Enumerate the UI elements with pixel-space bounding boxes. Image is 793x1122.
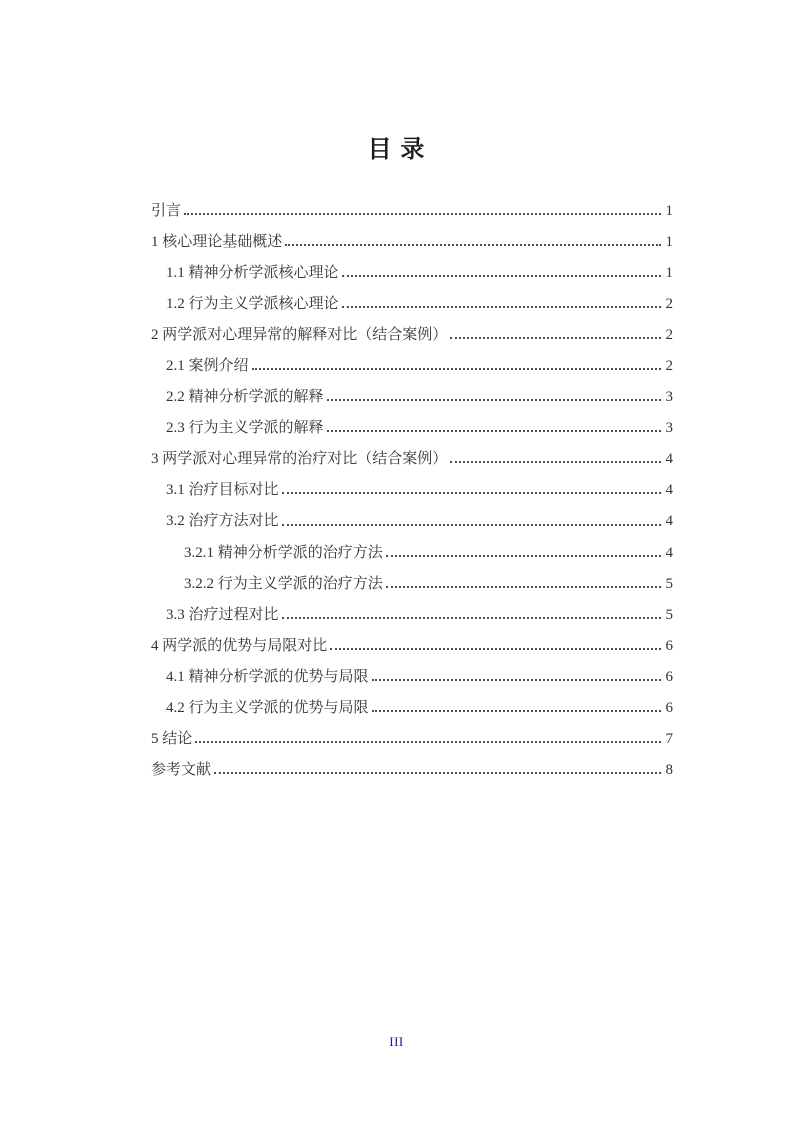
toc-dot-leader (282, 524, 661, 526)
toc-title: 目 录 (367, 136, 426, 163)
toc-entry-label: 2.1 案例介绍 (166, 358, 249, 375)
toc-entry-page-number: 2 (665, 327, 673, 344)
toc-dot-leader (184, 213, 660, 215)
toc-entry[interactable] (151, 320, 673, 351)
toc-entry-page-number: 4 (665, 513, 673, 530)
toc-dot-leader (282, 617, 661, 619)
toc-dot-leader (372, 679, 661, 681)
toc-dot-leader (285, 244, 660, 246)
toc-dot-leader (450, 337, 660, 339)
toc-entry[interactable] (151, 662, 673, 693)
toc-entry-page-number: 4 (665, 482, 673, 499)
toc-entry[interactable] (151, 569, 673, 600)
toc-entry-label: 2 两学派对心理异常的解释对比（结合案例） (151, 327, 448, 344)
toc-dot-leader (450, 461, 660, 463)
toc-entry-page-number: 6 (665, 637, 673, 654)
toc-dot-leader (282, 492, 661, 494)
toc-dot-leader (330, 648, 660, 650)
toc-entry-page-number: 1 (665, 203, 673, 219)
toc-dot-leader (342, 275, 661, 277)
toc-entry-label: 4.1 精神分析学派的优势与局限 (166, 668, 369, 685)
toc-entry[interactable] (151, 382, 673, 413)
toc-entry-label: 2.2 精神分析学派的解释 (166, 389, 324, 406)
toc-entry-label: 3.2.1 精神分析学派的治疗方法 (184, 544, 383, 561)
toc-entry-label: 参考文献 (151, 761, 212, 778)
toc-entry-label: 1.1 精神分析学派核心理论 (166, 265, 339, 282)
toc-entry-page-number: 3 (665, 389, 673, 406)
toc-entry[interactable] (151, 258, 673, 289)
toc-dot-leader (372, 710, 661, 712)
toc-dot-leader (342, 306, 661, 308)
toc-entry-page-number: 6 (665, 699, 673, 716)
toc-entry-page-number: 2 (665, 296, 673, 313)
toc-entry-page-number: 6 (665, 668, 673, 685)
toc-entry-label: 5 结论 (151, 730, 193, 747)
toc-entry-page-number: 4 (665, 544, 673, 561)
footer-page-number: III (389, 1034, 404, 1049)
toc-dot-leader (214, 772, 660, 774)
toc-entry-label: 4 两学派的优势与局限对比 (151, 637, 328, 654)
toc-entry[interactable] (151, 289, 673, 320)
toc-entry[interactable] (151, 755, 673, 786)
toc-entry-label: 3 两学派对心理异常的治疗对比（结合案例） (151, 451, 448, 468)
toc-entry[interactable] (151, 475, 673, 506)
toc-entry[interactable] (151, 444, 673, 475)
toc-dot-leader (252, 368, 661, 370)
toc-entry-page-number: 3 (665, 420, 673, 437)
toc-entry-label: 1 核心理论基础概述 (151, 234, 283, 251)
toc-entry-page-number: 7 (665, 730, 673, 747)
toc-entry[interactable] (151, 413, 673, 444)
toc-entry-page-number: 5 (665, 575, 673, 592)
toc-entry[interactable] (151, 227, 673, 258)
toc-entry-page-number: 2 (665, 358, 673, 375)
toc-dot-leader (195, 741, 660, 743)
toc-entry-label: 2.3 行为主义学派的解释 (166, 420, 324, 437)
toc-list (151, 196, 673, 786)
toc-entry[interactable] (151, 196, 673, 227)
toc-entry[interactable] (151, 506, 673, 537)
toc-entry-label: 3.1 治疗目标对比 (166, 482, 279, 499)
page-footer (0, 1034, 793, 1049)
toc-entry[interactable] (151, 600, 673, 631)
toc-entry-page-number: 1 (665, 265, 673, 282)
toc-entry[interactable] (151, 538, 673, 569)
toc-entry-label: 3.3 治疗过程对比 (166, 606, 279, 623)
toc-entry-label: 4.2 行为主义学派的优势与局限 (166, 699, 369, 716)
toc-entry-label: 3.2 治疗方法对比 (166, 513, 279, 530)
toc-entry[interactable] (151, 351, 673, 382)
toc-dot-leader (386, 555, 661, 557)
toc-entry-page-number: 8 (665, 761, 673, 778)
toc-entry-page-number: 5 (665, 606, 673, 623)
toc-entry[interactable] (151, 693, 673, 724)
toc-entry-label: 1.2 行为主义学派核心理论 (166, 296, 339, 313)
toc-entry[interactable] (151, 631, 673, 662)
toc-dot-leader (327, 430, 661, 432)
toc-entry-label: 引言 (151, 203, 182, 219)
toc-entry-page-number: 1 (665, 234, 673, 251)
toc-dot-leader (386, 586, 661, 588)
toc-entry-label: 3.2.2 行为主义学派的治疗方法 (184, 575, 383, 592)
toc-entry[interactable] (151, 724, 673, 755)
toc-dot-leader (327, 399, 661, 401)
toc-entry-page-number: 4 (665, 451, 673, 468)
